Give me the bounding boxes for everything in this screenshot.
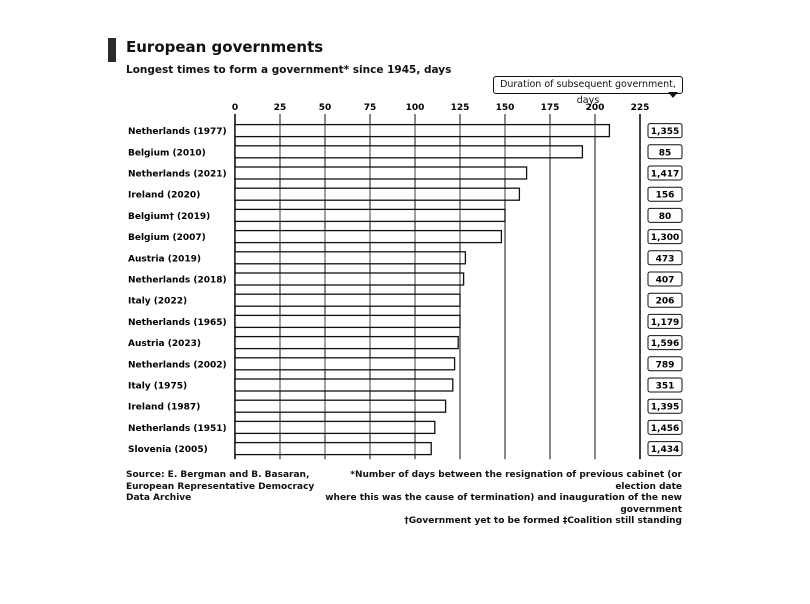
- duration-label: 80: [658, 211, 672, 222]
- duration-label: 789: [655, 360, 675, 371]
- category-label: Belgium† (2019): [128, 211, 211, 222]
- footnotes: [322, 470, 682, 528]
- bar: [235, 231, 501, 243]
- category-label: Italy (1975): [128, 381, 188, 392]
- source-line: European Representative Democracy: [126, 481, 315, 492]
- category-label: Netherlands (1977): [128, 127, 227, 138]
- bar: [235, 337, 458, 349]
- bar: [235, 188, 519, 200]
- duration-label: 1,355: [650, 127, 680, 138]
- bar: [235, 294, 460, 306]
- bar: [235, 146, 582, 158]
- category-label: Netherlands (1951): [128, 423, 227, 434]
- chart-subtitle: Longest times to form a government* since 1945, days: [126, 64, 452, 76]
- footnote-line: where this was the cause of termination) and inauguration of the new government: [325, 493, 682, 515]
- x-tick-label: 150: [495, 103, 515, 113]
- duration-label: 1,300: [650, 233, 680, 244]
- duration-label: 1,596: [650, 339, 680, 350]
- category-label: Belgium (2007): [128, 233, 206, 244]
- category-label: Slovenia (2005): [128, 445, 208, 456]
- x-tick-label: 100: [405, 103, 425, 113]
- category-label: Netherlands (1965): [128, 317, 227, 328]
- duration-label: 1,434: [650, 445, 680, 456]
- duration-label: 206: [655, 296, 675, 307]
- source-note: [126, 470, 326, 505]
- bar: [235, 400, 446, 412]
- duration-label: 1,395: [650, 402, 680, 413]
- x-tick-label: 0: [231, 103, 239, 113]
- category-label: Netherlands (2002): [128, 360, 227, 371]
- duration-label: 351: [655, 381, 675, 392]
- category-label: Belgium (2010): [128, 148, 206, 159]
- category-label: Italy (2022): [128, 296, 188, 307]
- duration-label: 85: [658, 148, 672, 159]
- x-tick-label: 125: [450, 103, 470, 113]
- duration-label: 1,179: [650, 317, 680, 328]
- x-tick-label: 225: [630, 103, 650, 113]
- source-line: Source: E. Bergman and B. Basaran,: [126, 470, 310, 480]
- x-tick-label: 200: [585, 103, 605, 113]
- category-label: Ireland (2020): [128, 190, 201, 201]
- bar: [235, 167, 527, 179]
- x-tick-label: 75: [363, 103, 377, 113]
- footnote-line: *Number of days between the resignation of previous cabinet (or election date: [350, 470, 682, 492]
- bar: [235, 252, 465, 264]
- bar: [235, 421, 435, 433]
- bar: [235, 379, 453, 391]
- category-label: Ireland (1987): [128, 402, 201, 413]
- x-tick-label: 25: [273, 103, 287, 113]
- bar: [235, 125, 609, 137]
- category-label: Austria (2019): [128, 254, 202, 265]
- source-line: Data Archive: [126, 493, 192, 503]
- duration-label: 156: [655, 190, 675, 201]
- duration-label: 1,456: [650, 423, 680, 434]
- footnote-line: †Government yet to be formed ‡Coalition still standing: [404, 516, 682, 526]
- bar: [235, 443, 431, 455]
- category-label: Netherlands (2018): [128, 275, 227, 286]
- duration-label: 473: [655, 254, 675, 265]
- legend-label: Duration of subsequent government, days: [493, 76, 683, 94]
- category-label: Netherlands (2021): [128, 169, 227, 180]
- bar: [235, 273, 464, 285]
- category-label: Austria (2023): [128, 339, 202, 350]
- bar: [235, 315, 460, 327]
- x-tick-label: 50: [318, 103, 332, 113]
- chart-title: European governments: [126, 38, 324, 56]
- duration-label: 1,417: [650, 169, 680, 180]
- duration-label: 407: [655, 275, 675, 286]
- bar: [235, 358, 455, 370]
- x-tick-label: 175: [540, 103, 560, 113]
